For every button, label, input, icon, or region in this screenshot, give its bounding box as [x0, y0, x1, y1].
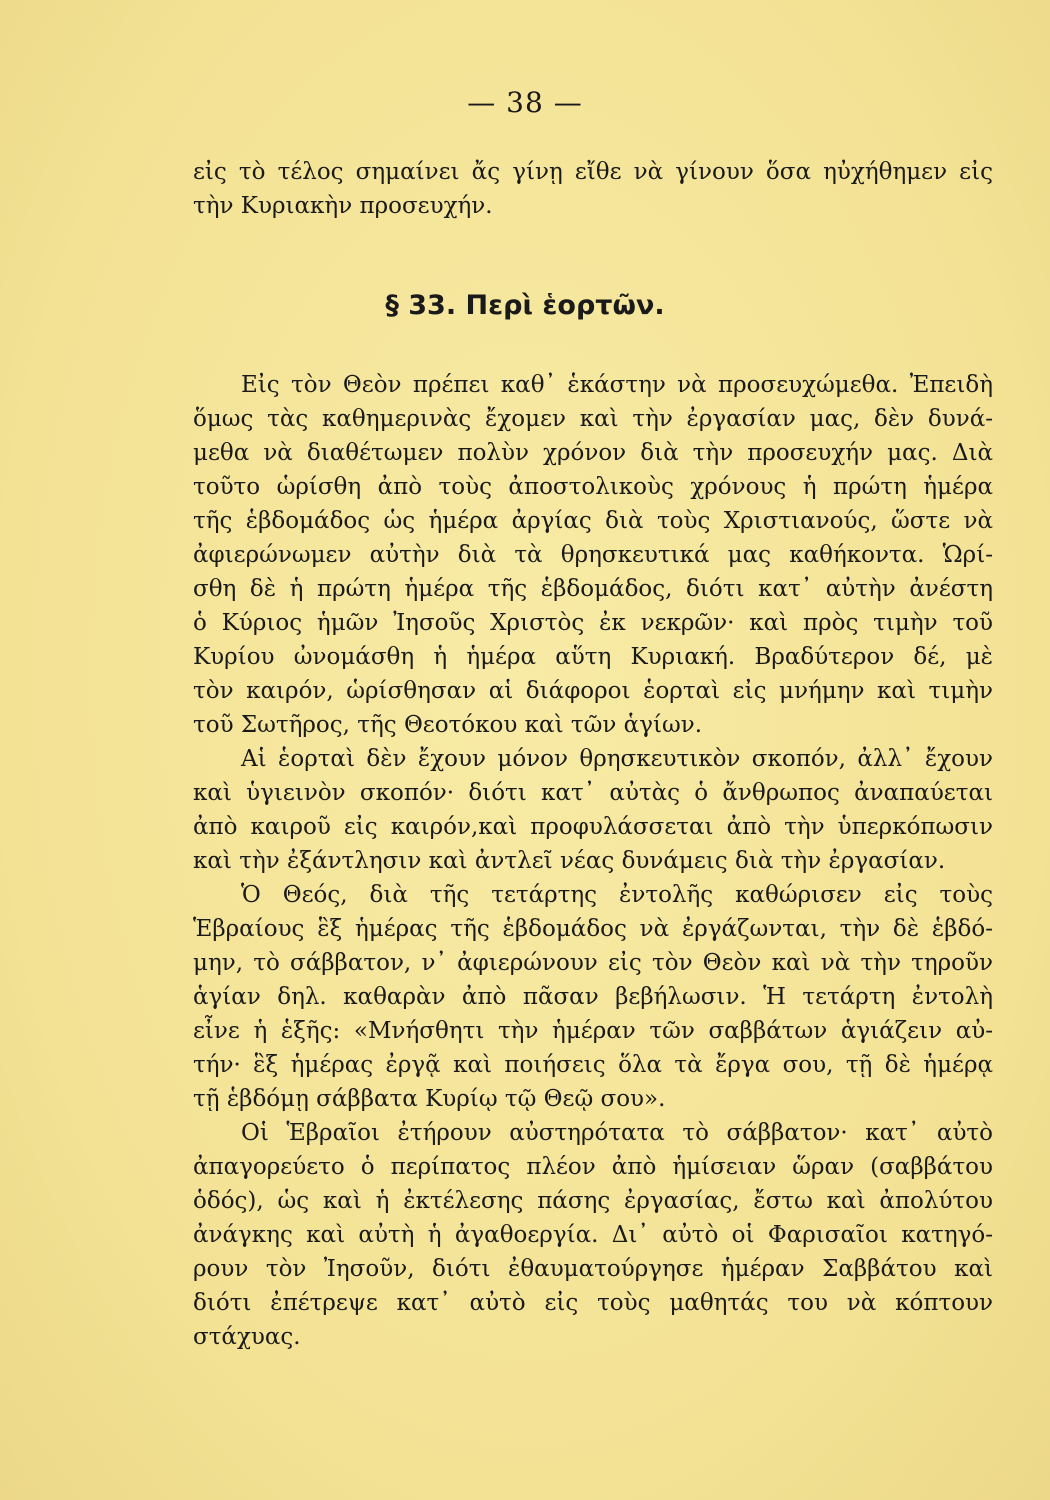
text-line: ἀπὸ καιροῦ εἰς καιρόν,καὶ προφυλάσσεται ἀπὸ τὴν ὑπερκόπωσιν [193, 814, 993, 840]
page-number: — 38 — [467, 86, 583, 119]
text-line: στάχυας. [193, 1324, 301, 1350]
text-line: Αἱ ἑορταὶ δὲν ἔχουν μόνον θρησκευτικὸν σκοπόν, ἀλλ᾽ ἔχουν [241, 746, 993, 772]
text-line: ἁγίαν δηλ. καθαρὰν ἀπὸ πᾶσαν βεβήλωσιν. Ἡ τετάρτη ἐντολὴ [193, 984, 993, 1010]
text-line: ρουν τὸν Ἰησοῦν, διότι ἐθαυματούργησε ἡμέραν Σαββάτου καὶ [193, 1256, 993, 1282]
text-line: καὶ τὴν ἐξάντλησιν καὶ ἀντλεῖ νέας δυνάμεις διὰ τὴν ἐργασίαν. [193, 848, 946, 874]
text-line: ὅμως τὰς καθημερινὰς ἔχομεν καὶ τὴν ἐργασίαν μας, δὲν δυνά- [193, 406, 993, 432]
text-line: μην, τὸ σάββατον, ν᾽ ἀφιερώνουν εἰς τὸν Θεὸν καὶ νὰ τὴν τηροῦν [193, 950, 993, 976]
text-line: τὸν καιρόν, ὡρίσθησαν αἱ διάφοροι ἑορταὶ εἰς μνήμην καὶ τιμὴν [193, 678, 993, 704]
text-line: Ὁ Θεός, διὰ τῆς τετάρτης ἐντολῆς καθώρισεν εἰς τοὺς [241, 882, 993, 908]
text-line: Ἑβραίους ἓξ ἡμέρας τῆς ἑβδομάδος νὰ ἐργάζωνται, τὴν δὲ ἑβδό- [193, 916, 993, 942]
text-line: ὁδός), ὡς καὶ ἡ ἐκτέλεσης πάσης ἐργασίας, ἔστω καὶ ἀπολύτου [193, 1188, 993, 1214]
text-line: καὶ ὑγιεινὸν σκοπόν· διότι κατ᾽ αὐτὰς ὁ ἄνθρωπος ἀναπαύεται [193, 780, 993, 806]
text-line: Οἱ Ἑβραῖοι ἐτήρουν αὐστηρότατα τὸ σάββατον· κατ᾽ αὐτὸ [241, 1120, 993, 1146]
text-line: τὴν Κυριακὴν προσευχήν. [193, 193, 493, 219]
text-line: Κυρίου ὠνομάσθη ἡ ἡμέρα αὕτη Κυριακή. Βραδύτερον δέ, μὲ [193, 644, 993, 670]
text-line: τῆς ἑβδομάδος ὡς ἡμέρα ἀργίας διὰ τοὺς Χριστιανούς, ὥστε νὰ [193, 508, 993, 534]
section-body [193, 368, 993, 1354]
text-line: Εἰς τὸν Θεὸν πρέπει καθ᾽ ἑκάστην νὰ προσευχώμεθα. Ἐπειδὴ [241, 372, 993, 398]
text-line: εἰς τὸ τέλος σημαίνει ἄς γίνῃ εἴθε νὰ γίνουν ὅσα ηὐχήθημεν εἰς [193, 159, 993, 185]
text-line: διότι ἐπέτρεψε κατ᾽ αὐτὸ εἰς τοὺς μαθητάς του νὰ κόπτουν [193, 1290, 993, 1316]
text-line: ἀπαγορεύετο ὁ περίπατος πλέον ἀπὸ ἡμίσειαν ὥραν (σαββάτου [193, 1154, 993, 1180]
text-line: μεθα νὰ διαθέτωμεν πολὺν χρόνον διὰ τὴν προσευχήν μας. Διὰ [193, 440, 993, 466]
section-heading: § 33. Περὶ ἑορτῶν. [385, 290, 665, 321]
text-line: τήν· ἓξ ἡμέρας ἐργᾷ καὶ ποιήσεις ὅλα τὰ ἔργα σου, τῇ δὲ ἡμέρᾳ [193, 1052, 993, 1078]
text-line: τοῦ Σωτῆρος, τῆς Θεοτόκου καὶ τῶν ἁγίων. [193, 712, 703, 738]
text-line: ὁ Κύριος ἡμῶν Ἰησοῦς Χριστὸς ἐκ νεκρῶν· καὶ πρὸς τιμὴν τοῦ [193, 610, 993, 636]
intro-paragraph [193, 155, 993, 223]
text-line: ἀφιερώνωμεν αὐτὴν διὰ τὰ θρησκευτικά μας καθήκοντα. Ὡρί- [193, 542, 993, 568]
text-line: τῇ ἑβδόμῃ σάββατα Κυρίῳ τῷ Θεῷ σου». [193, 1086, 666, 1112]
text-line: ἀνάγκης καὶ αὐτὴ ἡ ἀγαθοεργία. Δι᾽ αὐτὸ οἱ Φαρισαῖοι κατηγό- [193, 1222, 993, 1248]
text-line: σθη δὲ ἡ πρώτη ἡμέρα τῆς ἑβδομάδος, διότι κατ᾽ αὐτὴν ἀνέστη [193, 576, 993, 602]
text-line: εἶνε ἡ ἑξῆς: «Μνήσθητι τὴν ἡμέραν τῶν σαββάτων ἁγιάζειν αὐ- [193, 1018, 993, 1044]
text-line: τοῦτο ὡρίσθη ἀπὸ τοὺς ἀποστολικοὺς χρόνους ἡ πρώτη ἡμέρα [193, 474, 993, 500]
